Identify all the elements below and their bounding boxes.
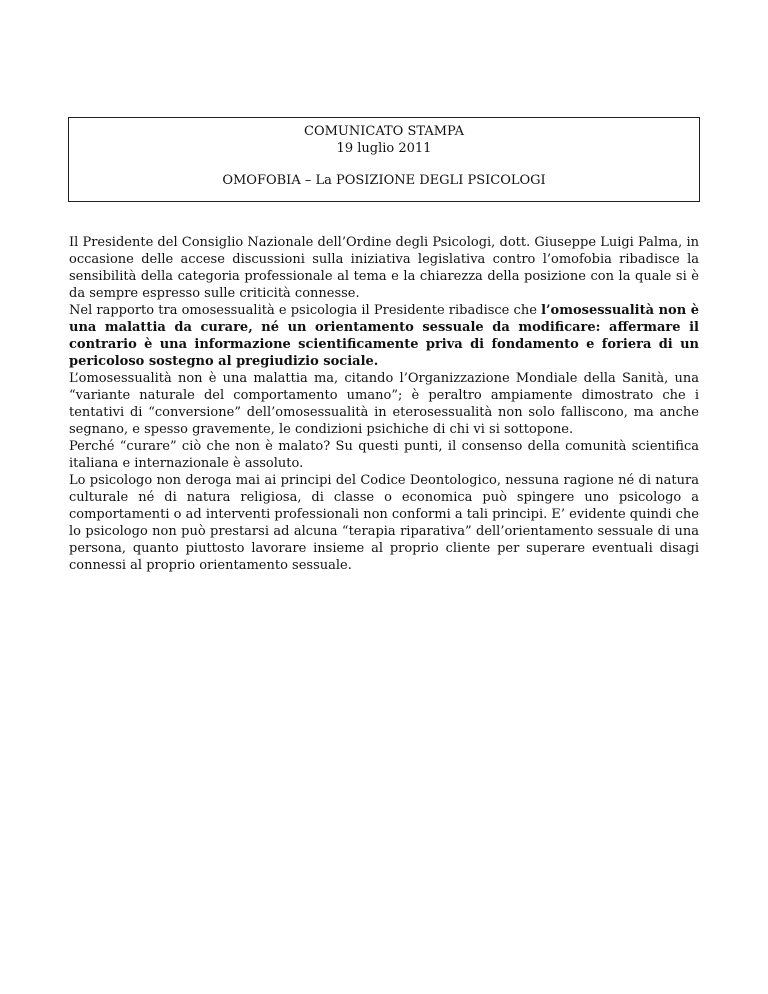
press-release-label: COMUNICATO STAMPA: [304, 124, 464, 139]
paragraph-position-bold: l’omosessualità non è una malattia da curare, né un orientamento sessuale da modificare: affermare il contrario è una informazione scientificamente priva di fondamento e foriera di un pericoloso sostegno al pregiudizio sociale.: [69, 303, 699, 369]
document-body: [69, 234, 699, 574]
header-spacer: [69, 157, 699, 172]
paragraph-deontological-code: Lo psicologo non deroga mai ai principi del Codice Deontologico, nessuna ragione né di natura culturale né di natura religiosa, di classe o economica può spingere uno psicologo a comportamenti o ad interventi professionali non conformi a tali principi. E’ evidente quindi che lo psicologo non può prestarsi ad alcuna “terapia riparativa” dell’orientamento sessuale di una persona, quanto piuttosto lavorare insieme al proprio cliente per superare eventuali disagi connessi al proprio orientamento sessuale.: [69, 473, 699, 573]
press-release-title: OMOFOBIA – La POSIZIONE DEGLI PSICOLOGI: [222, 173, 546, 188]
paragraph-intro: Il Presidente del Consiglio Nazionale dell’Ordine degli Psicologi, dott. Giuseppe Luigi Palma, in occasione delle accese discussioni sulla iniziativa legislativa contro l’omofobia ribadisce la sensibilità della categoria professionale al tema e la chiarezza della posizione con la quale si è da sempre espresso sulle criticità connesse.: [69, 235, 699, 301]
paragraph-consensus: Perché “curare” ciò che non è malato? Su questi punti, il consenso della comunità scientifica italiana e internazionale è assoluto.: [69, 439, 699, 471]
paragraph-position: [69, 302, 699, 370]
paragraph-position-intro: Nel rapporto tra omosessualità e psicologia il Presidente ribadisce che: [69, 303, 542, 318]
paragraph-oms: L’omosessualità non è una malattia ma, citando l’Organizzazione Mondiale della Sanità, una “variante naturale del comportamento umano”; è peraltro ampiamente dimostrato che i tentativi di “conversione” dell’omosessualità in eterosessualità non solo falliscono, ma anche segnano, e spesso gravemente, le condizioni psichiche di chi vi si sottopone.: [69, 371, 699, 437]
release-date: 19 luglio 2011: [336, 141, 432, 156]
press-release-header-box: [68, 117, 700, 202]
